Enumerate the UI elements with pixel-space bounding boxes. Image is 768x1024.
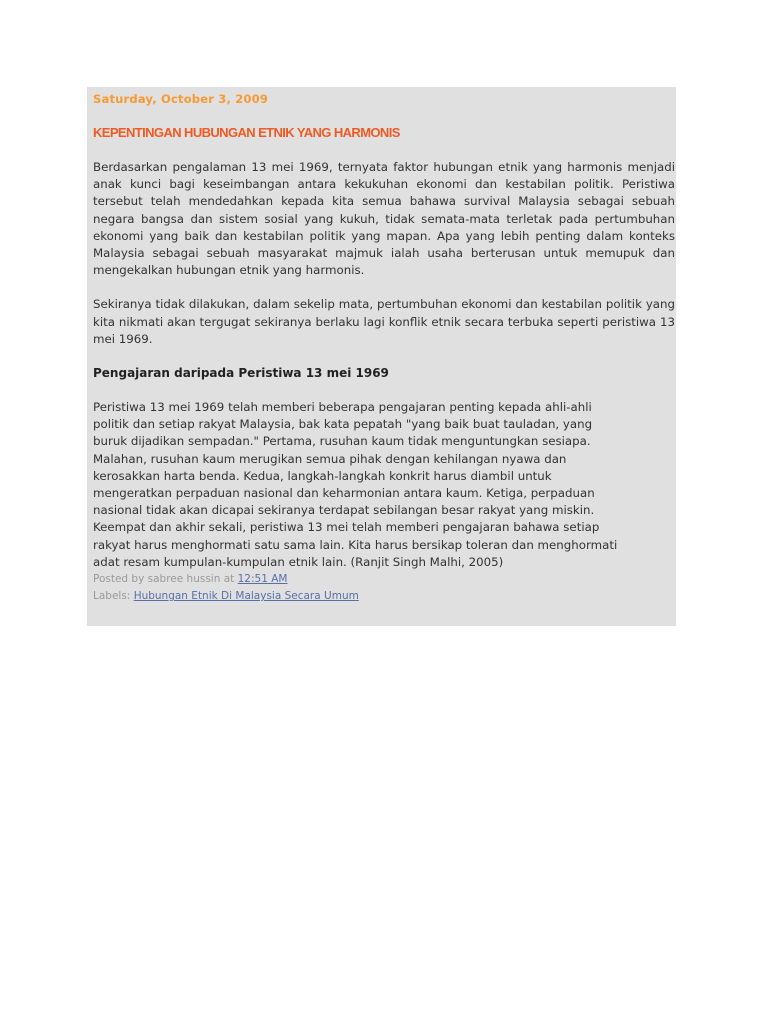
paragraph-3-line: Keempat dan akhir sekali, peristiwa 13 mei telah memberi pengajaran bahawa setiap xyxy=(93,520,600,535)
paragraph-3-line: Peristiwa 13 mei 1969 telah memberi beberapa pengajaran penting kepada ahli-ahli xyxy=(93,400,592,415)
post-footer xyxy=(93,571,676,588)
paragraph-3-line: rakyat harus menghormati satu sama lain. Kita harus bersikap toleran dan menghormati xyxy=(93,537,618,552)
blog-post xyxy=(87,87,676,626)
subheading: Pengajaran daripada Peristiwa 13 mei 1969 xyxy=(93,366,389,381)
post-date: Saturday, October 3, 2009 xyxy=(93,92,269,106)
labels-prefix: Labels: xyxy=(93,590,131,603)
paragraph-3-line: nasional tidak akan dicapai sekiranya terdapat sebilangan besar rakyat yang miskin. xyxy=(93,503,595,518)
label-link[interactable]: Hubungan Etnik Di Malaysia Secara Umum xyxy=(133,590,359,603)
paragraph-3-line: Malahan, rusuhan kaum merugikan semua pihak dengan kehilangan nyawa dan xyxy=(93,451,567,466)
paragraph-3 xyxy=(93,399,675,571)
paragraph-2: Sekiranya tidak dilakukan, dalam sekelip mata, pertumbuhan ekonomi dan kestabilan politik yang kita nikmati akan tergugat sekiranya berlaku lagi konflik etnik secara terbuka seperti peristiwa 13 mei 1969. xyxy=(93,297,675,346)
post-time-link[interactable]: 12:51 AM xyxy=(237,573,288,586)
posted-by: Posted by sabree hussin at xyxy=(93,573,235,586)
paragraph-3-line: buruk dijadikan sempadan." Pertama, rusuhan kaum tidak menguntungkan sesiapa. xyxy=(93,434,591,449)
paragraph-3-line: kerosakkan harta benda. Kedua, langkah-langkah konkrit harus diambil untuk xyxy=(93,468,552,483)
paragraph-3-line: adat resam kumpulan-kumpulan etnik lain. (Ranjit Singh Malhi, 2005) xyxy=(93,554,504,569)
paragraph-1: Berdasarkan pengalaman 13 mei 1969, ternyata faktor hubungan etnik yang harmonis menjadi anak kunci bagi keseimbangan antara kekukuhan ekonomi dan kestabilan politik. Peristiwa tersebut telah mendedahkan kepada kita semua bahawa survival Malaysia sebagai sebuah negara bangsa dan sistem sosial yang kukuh, tidak semata-mata terletak pada pertumbuhan ekonomi yang baik dan kestabilan politik yang mapan. Apa yang lebih penting dalam konteks Malaysia sebagai sebuah masyarakat majmuk ialah usaha berterusan untuk memupuk dan mengekalkan hubungan etnik yang harmonis. xyxy=(93,160,675,278)
post-title: KEPENTINGAN HUBUNGAN ETNIK YANG HARMONIS xyxy=(93,125,400,140)
post-labels xyxy=(93,588,676,605)
paragraph-3-line: mengeratkan perpaduan nasional dan keharmonian antara kaum. Ketiga, perpaduan xyxy=(93,486,595,501)
paragraph-3-line: politik dan setiap rakyat Malaysia, bak kata pepatah "yang baik buat tauladan, yang xyxy=(93,417,593,432)
